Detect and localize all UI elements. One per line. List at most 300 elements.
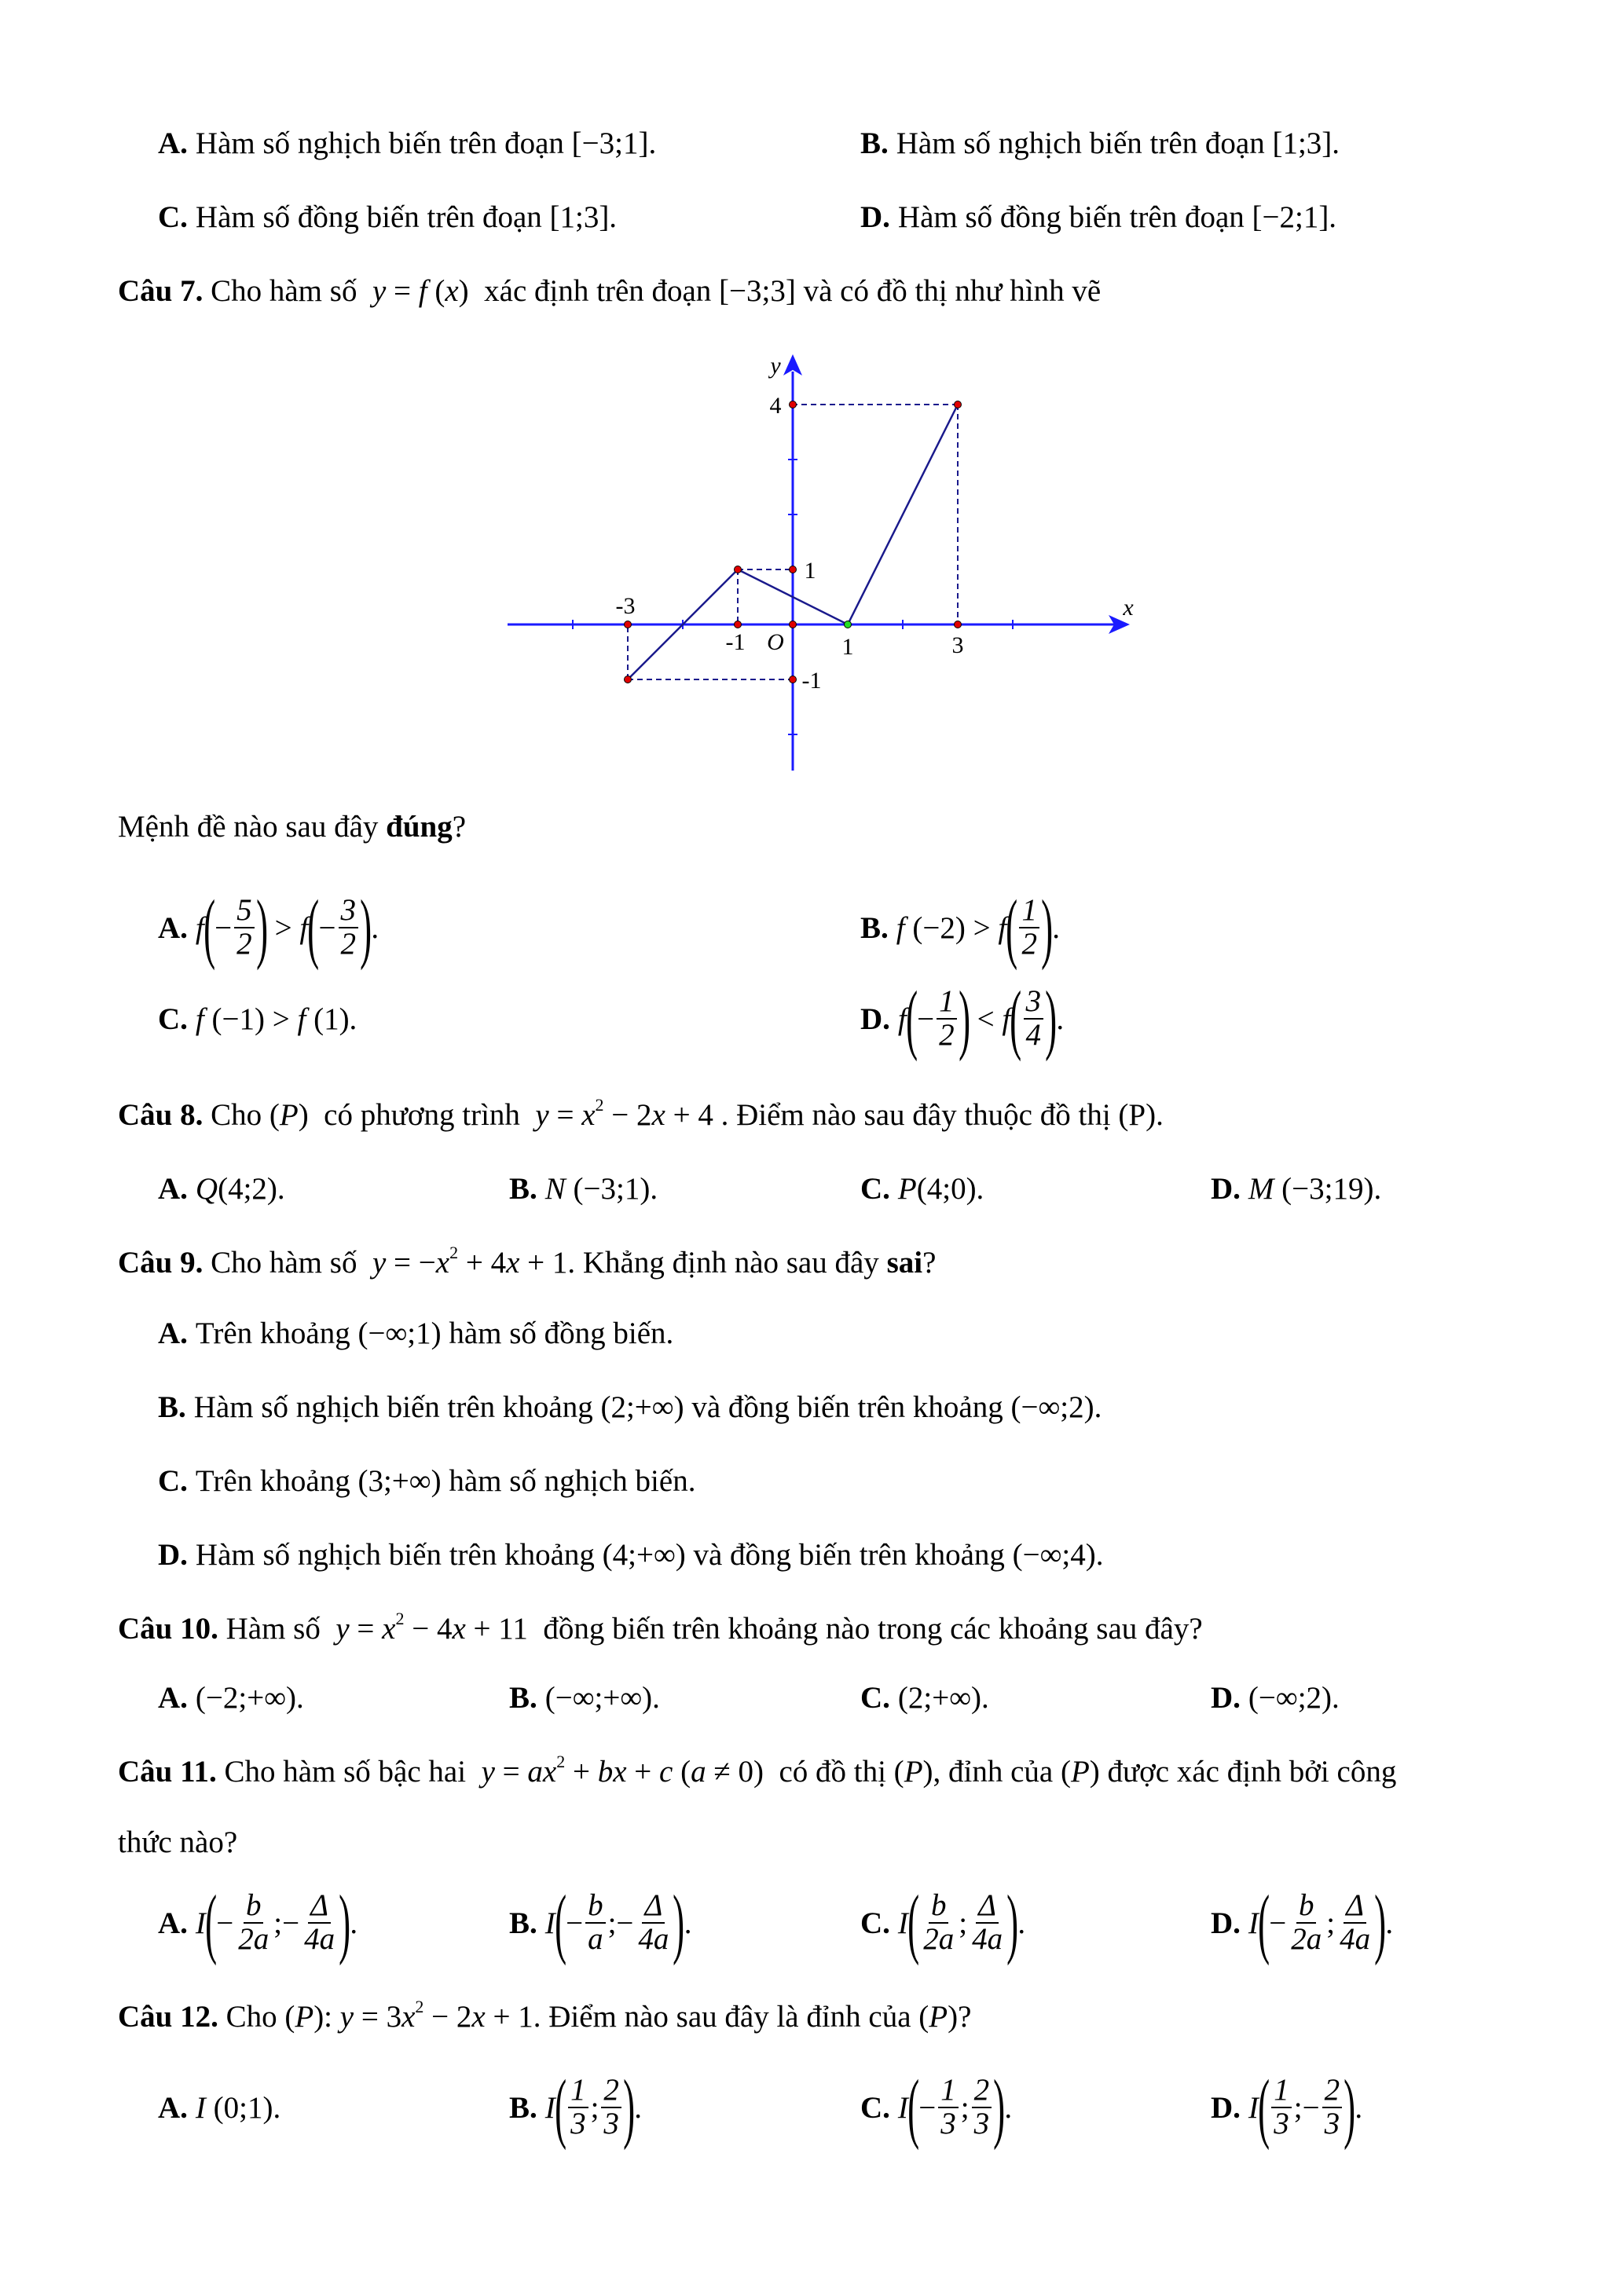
left-paren: ( (205, 1879, 218, 1966)
option-label: A. (158, 910, 188, 945)
math-text: + 1. Khẳng định nào sau đây (519, 1245, 887, 1280)
fraction-numerator: b (585, 1890, 606, 1924)
graph-point (790, 621, 797, 628)
math-text: − 4 (404, 1611, 453, 1646)
math-text: )? (948, 1999, 972, 2034)
right-paren: ) (673, 1879, 685, 1966)
math-text: ), đỉnh của ( (922, 1754, 1071, 1789)
math-text: ( (427, 273, 445, 308)
math-text: . (1004, 2090, 1013, 2125)
option-label: B. (860, 126, 889, 160)
left-paren: ( (1258, 1879, 1270, 1966)
math-variable: P (295, 1999, 314, 2034)
q12-stem (118, 1993, 971, 2040)
y-tick-label: 1 (804, 558, 816, 584)
math-text: + 4 . Điểm nào sau đây thuộc đồ thị (P). (665, 1097, 1164, 1132)
math-variable: c (659, 1754, 673, 1789)
math-variable: I (1248, 1906, 1259, 1940)
fraction (585, 1890, 606, 1956)
math-text: . (1056, 1002, 1065, 1036)
q11-option-c (860, 1880, 1025, 1966)
right-paren: ) (1374, 1879, 1387, 1966)
fraction-numerator: 2 (1322, 2074, 1343, 2108)
q11-option-d (1211, 1880, 1393, 1966)
math-variable: P (904, 1754, 923, 1789)
right-paren: ) (623, 2063, 636, 2151)
q10-option-d (1211, 1674, 1340, 1721)
math-variable: I (544, 1906, 555, 1940)
fraction (234, 895, 255, 961)
math-text: − (1269, 1906, 1287, 1940)
math-text: = − (386, 1245, 436, 1280)
option-label: C. (860, 1171, 890, 1206)
math-text: − (918, 2090, 937, 2125)
fraction (937, 986, 957, 1052)
math-text: ; (590, 2090, 599, 2125)
fraction (921, 1890, 956, 1956)
math-variable: y (335, 1611, 350, 1646)
option-label: D. (1211, 1171, 1241, 1206)
q10-title: Câu 10. (118, 1611, 218, 1646)
math-text: . (1385, 1906, 1394, 1940)
q10-option-b (509, 1674, 660, 1721)
q8-option-b (509, 1165, 658, 1212)
math-text: = (349, 1611, 383, 1646)
fraction (302, 1890, 337, 1956)
exponent: 2 (595, 1094, 604, 1115)
function-graph (508, 354, 1136, 778)
fraction-denominator: 3 (1274, 2107, 1289, 2140)
q8-option-a (158, 1165, 285, 1212)
parenthesized-group (907, 1879, 1019, 1966)
math-text: > (266, 910, 300, 945)
option-label: A. (158, 1680, 188, 1715)
math-variable: Q (195, 1171, 218, 1206)
q10-option-a (158, 1674, 304, 1721)
math-text: − (566, 1906, 584, 1940)
fraction-denominator: 3 (940, 2107, 956, 2140)
option-label: D. (158, 1537, 188, 1572)
math-variable: y (535, 1097, 549, 1132)
option-label: B. (509, 1171, 537, 1206)
math-variable: x (382, 1611, 396, 1646)
q11-option-b (509, 1880, 691, 1966)
math-text: . (1355, 2090, 1363, 2125)
math-text: Trên khoảng (3;+∞) hàm số nghịch biến. (195, 1463, 696, 1498)
math-variable: I (195, 1906, 206, 1940)
math-variable: M (1248, 1171, 1274, 1206)
math-text: ? (922, 1245, 937, 1280)
x-tick-label: -1 (725, 629, 746, 655)
q8-option-c (860, 1165, 984, 1212)
q11-stem (118, 1748, 1396, 1795)
math-text: Hàm số nghịch biến trên khoảng (2;+∞) và đồng biến trên khoảng (−∞;2). (193, 1390, 1102, 1424)
fraction-numerator: 3 (1024, 986, 1044, 1020)
x-tick-label: 3 (951, 632, 964, 658)
fraction-denominator: 3 (603, 2107, 619, 2140)
parenthesized-group (554, 1879, 685, 1966)
parenthesized-group (1010, 975, 1058, 1062)
graph-point (955, 621, 962, 628)
option-label: A. (158, 1906, 188, 1940)
q6-option-c (158, 193, 617, 240)
left-paren: ( (907, 2063, 920, 2151)
q7-prompt (118, 803, 466, 850)
math-variable: x (651, 1097, 665, 1132)
fraction-numerator: 1 (937, 986, 957, 1020)
math-variable: f (195, 1002, 204, 1036)
math-text: − (917, 1002, 935, 1036)
math-text: + 4 (458, 1245, 507, 1280)
q12-option-a (158, 2064, 280, 2151)
exponent: 2 (556, 1751, 566, 1771)
option-label: B. (509, 1680, 537, 1715)
math-text: Cho hàm số (203, 273, 372, 308)
x-tick-label: -3 (615, 593, 636, 619)
math-variable: a (691, 1754, 706, 1789)
option-label: C. (860, 2090, 890, 2125)
option-label: C. (860, 1906, 890, 1940)
math-text: Cho hàm số bậc hai (216, 1754, 482, 1789)
option-label: D. (1211, 2090, 1241, 2125)
option-label: C. (158, 200, 188, 234)
math-variable: I (1248, 2090, 1259, 2125)
fraction (339, 895, 359, 961)
right-paren: ) (1045, 975, 1058, 1062)
math-variable: f (299, 910, 309, 945)
math-text: Trên khoảng (−∞;1) hàm số đồng biến. (195, 1316, 674, 1350)
math-text: (−3;19). (1274, 1171, 1382, 1206)
math-text: ) xác định trên đoạn [−3;3] và có đồ thị như hình vẽ (458, 273, 1102, 308)
math-text: . (634, 2090, 642, 2125)
math-variable: f (1002, 1002, 1011, 1036)
fraction-denominator: 4a (304, 1922, 335, 1956)
q9-option-c (158, 1457, 695, 1504)
left-paren: ( (1010, 975, 1022, 1062)
math-text: ; (1326, 1906, 1336, 1940)
math-text: Hàm số đồng biến trên đoạn [−2;1]. (897, 200, 1337, 234)
math-variable: P (929, 1999, 948, 2034)
parenthesized-group (1258, 1879, 1387, 1966)
left-paren: ( (907, 1879, 920, 1966)
math-text: (1). (306, 1002, 357, 1036)
right-paren: ) (255, 884, 268, 971)
math-variable: ax (527, 1754, 557, 1789)
math-text: ;− (273, 1906, 300, 1940)
option-label: B. (860, 910, 889, 945)
math-variable: P (1070, 1754, 1090, 1789)
q12-option-d (1211, 2064, 1362, 2151)
q6-option-b (860, 119, 1340, 167)
math-variable: f (418, 273, 427, 308)
fraction-denominator: 2 (939, 1018, 955, 1052)
math-text: Cho ( (218, 1999, 295, 2034)
right-paren: ) (958, 975, 970, 1062)
fraction (601, 2074, 621, 2140)
fraction (636, 1890, 671, 1956)
math-variable: y (481, 1754, 495, 1789)
q9-title: Câu 9. (118, 1245, 203, 1280)
math-variable: f (998, 910, 1007, 945)
fraction-denominator: 3 (1324, 2107, 1340, 2140)
origin-label: O (767, 629, 784, 655)
option-label: D. (860, 200, 890, 234)
q9-option-d (158, 1531, 1104, 1578)
math-text: Hàm số nghịch biến trên khoảng (4;+∞) và đồng biến trên khoảng (−∞;4). (195, 1537, 1104, 1572)
q9-option-b (158, 1383, 1102, 1430)
q7-title: Câu 7. (118, 273, 203, 308)
math-variable: P (279, 1097, 299, 1132)
q6-option-d (860, 193, 1336, 240)
math-text: ) có phương trình (298, 1097, 536, 1132)
graph-point (625, 676, 632, 683)
fraction-denominator: 3 (570, 2107, 586, 2140)
math-text: . (1017, 1906, 1026, 1940)
q6-option-a (158, 119, 656, 167)
math-text: ? (452, 809, 467, 844)
fraction-denominator: 3 (973, 2107, 990, 2140)
fraction-numerator: b (244, 1890, 264, 1924)
q7-stem-text (203, 273, 1101, 309)
math-text: . (371, 910, 379, 945)
math-text: Hàm số đồng biến trên đoạn [1;3]. (195, 200, 618, 234)
option-label: C. (158, 1463, 188, 1498)
left-paren: ( (554, 2063, 566, 2151)
fraction-numerator: Δ (642, 1890, 665, 1924)
graph-point (625, 621, 632, 628)
math-text: ≠ 0) có đồ thị ( (706, 1754, 904, 1789)
math-variable: I (195, 2090, 206, 2125)
math-text: + (626, 1754, 659, 1789)
fraction-numerator: 2 (601, 2074, 621, 2108)
math-text: (2;+∞). (897, 1680, 989, 1715)
option-label: D. (1211, 1680, 1241, 1715)
math-text: (−2;+∞). (195, 1680, 304, 1715)
y-tick-label: -1 (801, 668, 822, 694)
math-variable: I (897, 2090, 908, 2125)
right-paren: ) (360, 884, 372, 971)
fraction (1322, 2074, 1343, 2140)
q7-option-c (158, 976, 357, 1062)
fraction-numerator: 1 (938, 2074, 959, 2108)
parenthesized-group (205, 1879, 351, 1966)
fraction (1289, 1890, 1324, 1956)
fraction-numerator: Δ (1344, 1890, 1366, 1924)
fraction (1271, 2074, 1292, 2140)
parenthesized-group (907, 2063, 1006, 2151)
q8-stem (118, 1091, 1164, 1138)
math-text: ): (313, 1999, 340, 2034)
graph-point (790, 676, 797, 683)
parenthesized-group (1006, 884, 1054, 971)
fraction-numerator: Δ (308, 1890, 331, 1924)
fraction (1337, 1890, 1373, 1956)
math-text: ;− (607, 1906, 634, 1940)
parenthesized-group (1258, 2063, 1356, 2151)
fraction (938, 2074, 959, 2140)
graph-point (735, 566, 742, 573)
left-paren: ( (307, 884, 320, 971)
q11-title: Câu 11. (118, 1754, 217, 1789)
option-label: A. (158, 126, 188, 160)
q8-stem-text (203, 1094, 1164, 1133)
option-label: D. (1211, 1906, 1241, 1940)
math-variable: f (896, 910, 905, 945)
math-text: (−3;1). (565, 1171, 658, 1206)
option-label: B. (509, 1906, 537, 1940)
math-variable: f (195, 910, 204, 945)
math-variable: x (452, 1611, 466, 1646)
fraction-denominator: a (588, 1922, 603, 1956)
q7-option-b (860, 884, 1060, 971)
q11-option-a (158, 1880, 357, 1966)
bold-text: đúng (386, 809, 453, 844)
fraction-numerator: 2 (972, 2074, 992, 2108)
math-text: (4;2). (218, 1171, 285, 1206)
math-variable: y (372, 273, 387, 308)
right-paren: ) (1344, 2063, 1356, 2151)
parenthesized-group (203, 884, 268, 971)
fraction (972, 2074, 992, 2140)
math-text: < (969, 1002, 1003, 1036)
math-variable: N (544, 1171, 566, 1206)
math-variable: y (339, 1999, 354, 2034)
option-label: B. (509, 2090, 537, 2125)
fraction-denominator: 2 (340, 927, 357, 961)
fraction-numerator: 1 (568, 2074, 588, 2108)
math-variable: I (544, 2090, 555, 2125)
fraction (1019, 895, 1039, 961)
fraction-denominator: 4 (1025, 1018, 1042, 1052)
math-text: . (684, 1906, 692, 1940)
fraction-numerator: 1 (1271, 2074, 1292, 2108)
math-text: = (494, 1754, 528, 1789)
right-paren: ) (993, 2063, 1006, 2151)
q12-stem-text (218, 1996, 972, 2034)
y-axis-label: y (770, 354, 781, 379)
fraction-denominator: 2a (923, 1922, 955, 1956)
graph-point (790, 566, 797, 573)
math-text: ) được xác định bởi công (1089, 1754, 1397, 1789)
left-paren: ( (554, 1879, 566, 1966)
math-text: Hàm số nghịch biến trên đoạn [−3;1]. (195, 126, 657, 160)
option-label: D. (860, 1002, 890, 1036)
math-text: ( (673, 1754, 691, 1789)
fraction-denominator: 2 (236, 927, 252, 961)
math-text: (0;1). (205, 2090, 281, 2125)
q12-option-b (509, 2064, 642, 2151)
math-variable: x (445, 273, 459, 308)
parenthesized-group (905, 975, 970, 1062)
math-text: (4;0). (916, 1171, 984, 1206)
math-variable: x (581, 1097, 596, 1132)
parenthesized-group (554, 2063, 636, 2151)
option-label: A. (158, 2090, 188, 2125)
fraction (568, 2074, 588, 2140)
math-text: Cho ( (203, 1097, 280, 1132)
math-text: ; (960, 2090, 970, 2125)
fraction-denominator: 2 (1021, 927, 1037, 961)
math-variable: x (506, 1245, 520, 1280)
math-text: + 11 đồng biến trên khoảng nào trong các khoảng sau đây? (465, 1611, 1203, 1646)
right-paren: ) (339, 1879, 351, 1966)
left-paren: ( (1258, 2063, 1270, 2151)
q7-stem (118, 267, 1101, 314)
math-variable: bx (597, 1754, 627, 1789)
fraction (970, 1890, 1005, 1956)
x-tick-label: 1 (841, 634, 854, 660)
math-text: (−∞;+∞). (544, 1680, 660, 1715)
math-text: . (350, 1906, 358, 1940)
y-tick-label: 4 (769, 393, 782, 419)
option-label: C. (158, 1002, 188, 1036)
math-text: (−∞;2). (1248, 1680, 1340, 1715)
math-variable: I (897, 1906, 908, 1940)
math-variable: x (401, 1999, 416, 2034)
exponent: 2 (415, 1996, 424, 2016)
fraction-denominator: 2a (238, 1922, 269, 1956)
x-axis-label: x (1123, 595, 1134, 621)
bold-text: sai (886, 1245, 923, 1280)
option-label: B. (158, 1390, 186, 1424)
q12-title: Câu 12. (118, 1999, 218, 2034)
q11-stem-text (216, 1751, 1397, 1789)
left-paren: ( (905, 975, 918, 1062)
math-text: + 1. Điểm nào sau đây là đỉnh của ( (485, 1999, 929, 2034)
q10-option-c (860, 1674, 989, 1721)
option-label: C. (860, 1680, 890, 1715)
fraction-denominator: 4a (1340, 1922, 1371, 1956)
math-text: − (214, 910, 233, 945)
q12-option-c (860, 2064, 1012, 2151)
math-text: − (216, 1906, 234, 1940)
graph-point (845, 621, 852, 628)
graph-point (790, 401, 797, 408)
math-text: Hàm số nghịch biến trên đoạn [1;3]. (896, 126, 1340, 160)
option-label: A. (158, 1316, 188, 1350)
math-text: thức nào? (118, 1825, 238, 1859)
math-text: + (565, 1754, 598, 1789)
q10-stem-text (218, 1608, 1203, 1646)
option-label: A. (158, 1171, 188, 1206)
right-paren: ) (1041, 884, 1054, 971)
math-text: (−2) > (904, 910, 999, 945)
exponent: 2 (395, 1608, 405, 1628)
fraction-numerator: b (929, 1890, 949, 1924)
math-text: − 2 (603, 1097, 652, 1132)
fraction-numerator: 3 (339, 895, 359, 928)
q11-stem-continued (118, 1818, 237, 1866)
math-text: = (548, 1097, 582, 1132)
q8-option-d (1211, 1165, 1381, 1212)
q7-option-a (158, 884, 379, 971)
math-text: . (1052, 910, 1061, 945)
math-text: − (318, 910, 336, 945)
graph-point (955, 401, 962, 408)
math-text: (−1) > (203, 1002, 298, 1036)
math-variable: x (471, 1999, 486, 2034)
q9-stem (118, 1239, 936, 1286)
math-text: Mệnh đề nào sau đây (118, 809, 387, 844)
math-text: ;− (1293, 2090, 1320, 2125)
math-text: ; (959, 1906, 968, 1940)
q9-option-a (158, 1309, 673, 1357)
fraction-numerator: 1 (1019, 895, 1039, 928)
math-text: Cho hàm số (203, 1245, 372, 1280)
math-variable: x (435, 1245, 450, 1280)
fraction-denominator: 4a (638, 1922, 669, 1956)
math-variable: P (897, 1171, 917, 1206)
